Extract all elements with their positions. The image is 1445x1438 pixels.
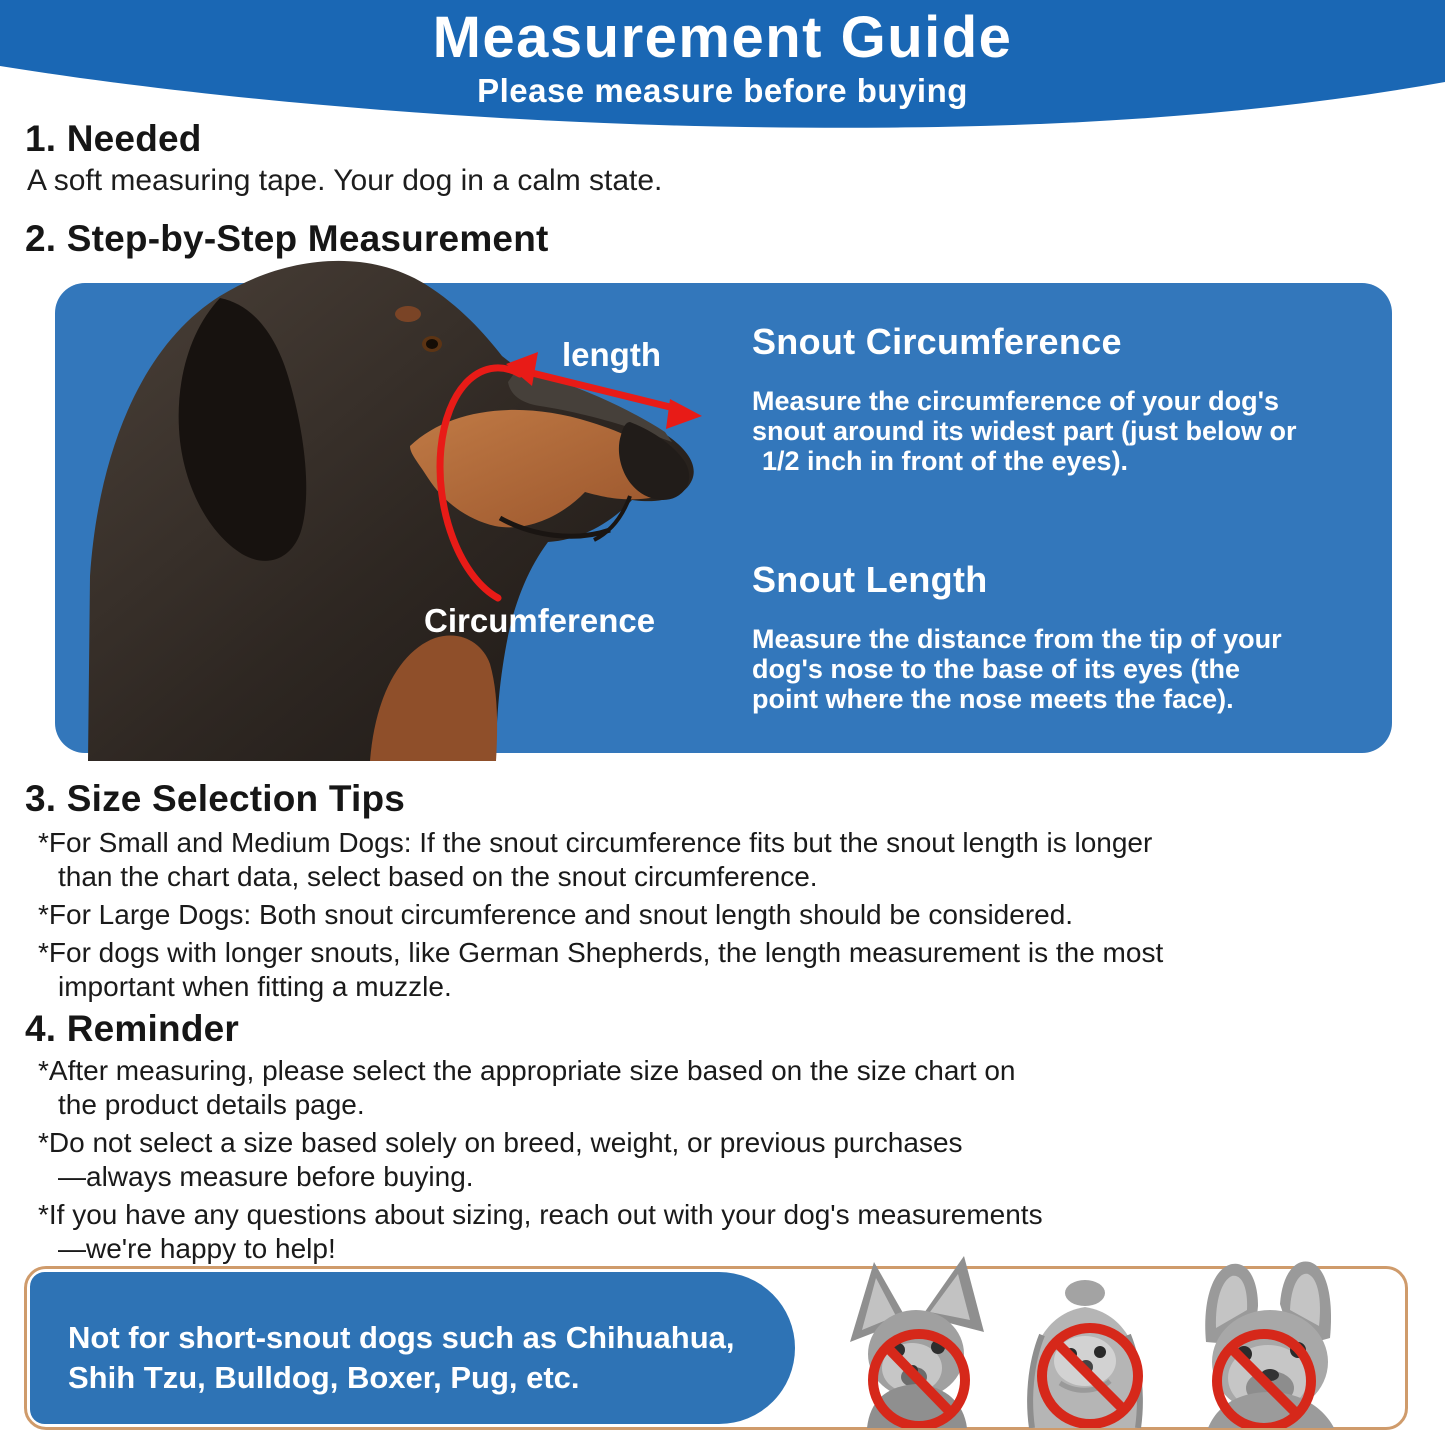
snout-length-text-line: dog's nose to the base of its eyes (the — [752, 654, 1241, 684]
snout-circumference-text-line: 1/2 inch in front of the eyes). — [762, 446, 1129, 476]
section-1-heading: 1. Needed — [25, 118, 202, 159]
snout-circumference-text-line: Measure the circumference of your dog's — [752, 386, 1280, 416]
snout-circumference-heading: Snout Circumference — [752, 321, 1122, 362]
section-1-body: A soft measuring tape. Your dog in a calm state. — [27, 164, 663, 197]
snout-circumference-text-line: snout around its widest part (just below or — [752, 416, 1297, 446]
tip-line: *For dogs with longer snouts, like German Shepherds, the length measurement is the most — [38, 937, 1164, 968]
reminder-line: the product details page. — [58, 1089, 365, 1120]
tip-line: *For Small and Medium Dogs: If the snout circumference fits but the snout length is longer — [38, 827, 1153, 858]
reminder-line: *Do not select a size based solely on breed, weight, or previous purchases — [38, 1127, 963, 1158]
section-2-heading: 2. Step-by-Step Measurement — [25, 218, 549, 259]
length-label: length — [562, 336, 661, 373]
reminder-line: —we're happy to help! — [58, 1233, 336, 1264]
size-selection-tips-list — [38, 826, 1163, 1004]
snout-length-heading: Snout Length — [752, 559, 988, 600]
french-bulldog-photo — [1178, 1258, 1358, 1428]
warning-text-line: Not for short-snout dogs such as Chihuahua, — [68, 1320, 735, 1355]
page-title: Measurement Guide — [432, 5, 1013, 70]
reminder-line: *If you have any questions about sizing, reach out with your dog's measurements — [38, 1199, 1043, 1230]
reminder-line: *After measuring, please select the appropriate size based on the size chart on — [38, 1055, 1016, 1086]
section-4-heading: 4. Reminder — [25, 1008, 239, 1049]
warning-text-line: Shih Tzu, Bulldog, Boxer, Pug, etc. — [68, 1360, 580, 1395]
reminder-line: —always measure before buying. — [58, 1161, 474, 1192]
snout-circumference-block — [752, 322, 1400, 476]
section-3-heading: 3. Size Selection Tips — [25, 778, 406, 819]
tip-line: than the chart data, select based on the snout circumference. — [58, 861, 818, 892]
tip-line: *For Large Dogs: Both snout circumference and snout length should be considered. — [38, 899, 1074, 930]
reminder-list — [38, 1054, 1043, 1266]
snout-length-text-line: point where the nose meets the face). — [752, 684, 1234, 714]
shih-tzu-photo — [1000, 1275, 1170, 1428]
chihuahua-photo — [812, 1250, 1002, 1428]
tip-line: important when fitting a muzzle. — [58, 971, 452, 1002]
circumference-label: Circumference — [424, 602, 656, 639]
header-banner — [0, 0, 1445, 140]
snout-length-block — [752, 560, 1400, 714]
doberman-photo — [70, 256, 770, 761]
page-subtitle: Please measure before buying — [477, 72, 968, 109]
snout-length-text-line: Measure the distance from the tip of your — [752, 624, 1282, 654]
warning-text-panel — [30, 1272, 795, 1424]
